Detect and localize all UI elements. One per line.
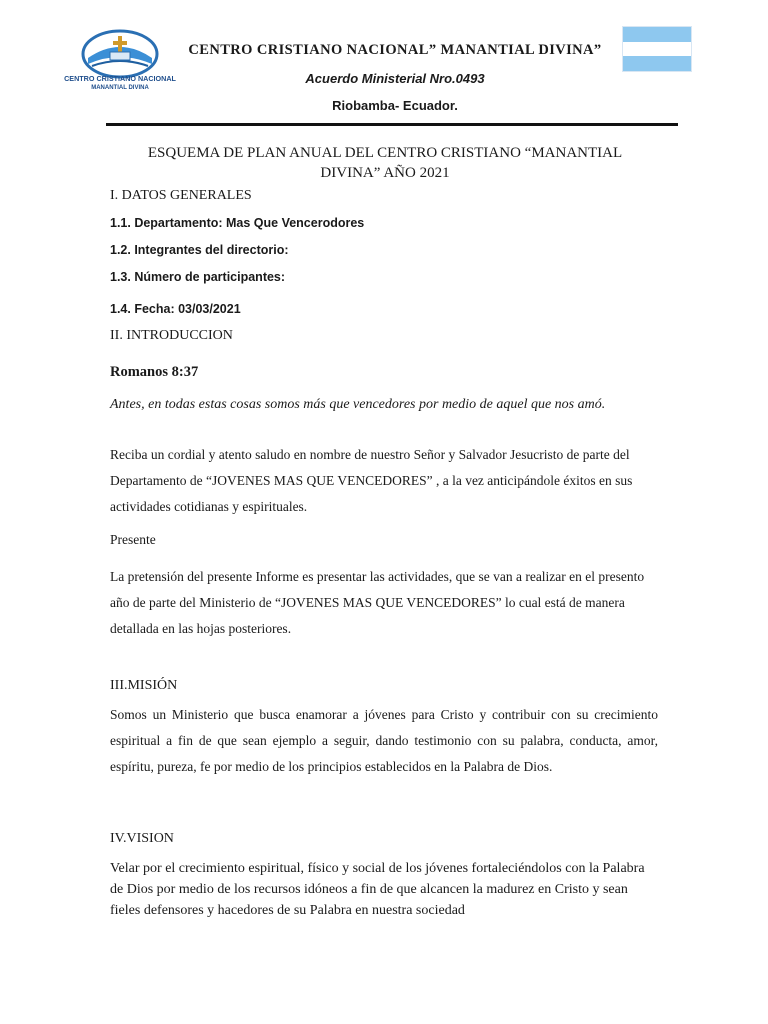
verse-reference: Romanos 8:37	[110, 364, 199, 380]
greeting-paragraph: Reciba un cordial y atento saludo en nombre de nuestro Señor y Salvador Jesucristo de parte del Departamento de “JOVENES MAS QUE VENCEDORES” , a la vez anticipándole éxitos en sus actividades cotidianas y espirituales.	[110, 447, 633, 514]
verse-text: Antes, en todas estas cosas somos más que vencedores por medio de aquel que nos amó.	[110, 397, 606, 412]
flag-band-top	[623, 27, 691, 42]
item-integrantes: 1.2. Integrantes del directorio:	[110, 243, 289, 257]
section-heading-datos: I. DATOS GENERALES	[110, 188, 252, 203]
section-heading-mision: III.MISIÓN	[110, 678, 178, 693]
section-heading-vision: IV.VISION	[110, 831, 174, 846]
logo-lettering: CENTRO CRISTIANO NACIONAL	[64, 74, 176, 83]
city-line: Riobamba- Ecuador.	[332, 98, 458, 113]
section-heading-introduccion: II. INTRODUCCION	[110, 328, 233, 343]
document-title: ESQUEMA DE PLAN ANUAL DEL CENTRO CRISTIANO “MANANTIAL DIVINA” AÑO 2021	[147, 145, 623, 181]
header-divider	[106, 123, 678, 126]
presente-line: Presente	[110, 532, 156, 547]
item-participantes: 1.3. Número de participantes:	[110, 270, 286, 284]
mission-paragraph: Somos un Ministerio que busca enamorar a jóvenes para Cristo y contribuir con su crecimiento espiritual a fin de que sean ejemplo a seguir, dando testimonio con su palabra, conducta, amor, espíritu, pureza, fe por medio de los principios establecidos en la Palabra de Dios.	[110, 707, 658, 774]
svg-text:MANANTIAL DIVINA: MANANTIAL DIVINA	[91, 85, 149, 91]
vision-paragraph: Velar por el crecimiento espiritual, físico y social de los jóvenes fortaleciéndolos con la Palabra de Dios por medio de los recursos idóneos a fin de que alcancen la madurez en Cristo y sean fieles defensores y hacedores de su Palabra en nuestra sociedad	[110, 861, 645, 918]
organization-name: CENTRO CRISTIANO NACIONAL” MANANTIAL DIVINA”	[188, 42, 602, 58]
ministerial-agreement: Acuerdo Ministerial Nro.0493	[305, 71, 485, 86]
item-departamento: 1.1. Departamento: Mas Que Vencerodores	[110, 216, 365, 230]
purpose-paragraph: La pretensión del presente Informe es presentar las actividades, que se van a realizar en el presento año de parte del Ministerio de “JOVENES MAS QUE VENCEDORES” lo cual está de manera detallada en las hojas posteriores.	[110, 569, 645, 636]
item-fecha: 1.4. Fecha: 03/03/2021	[110, 302, 241, 316]
